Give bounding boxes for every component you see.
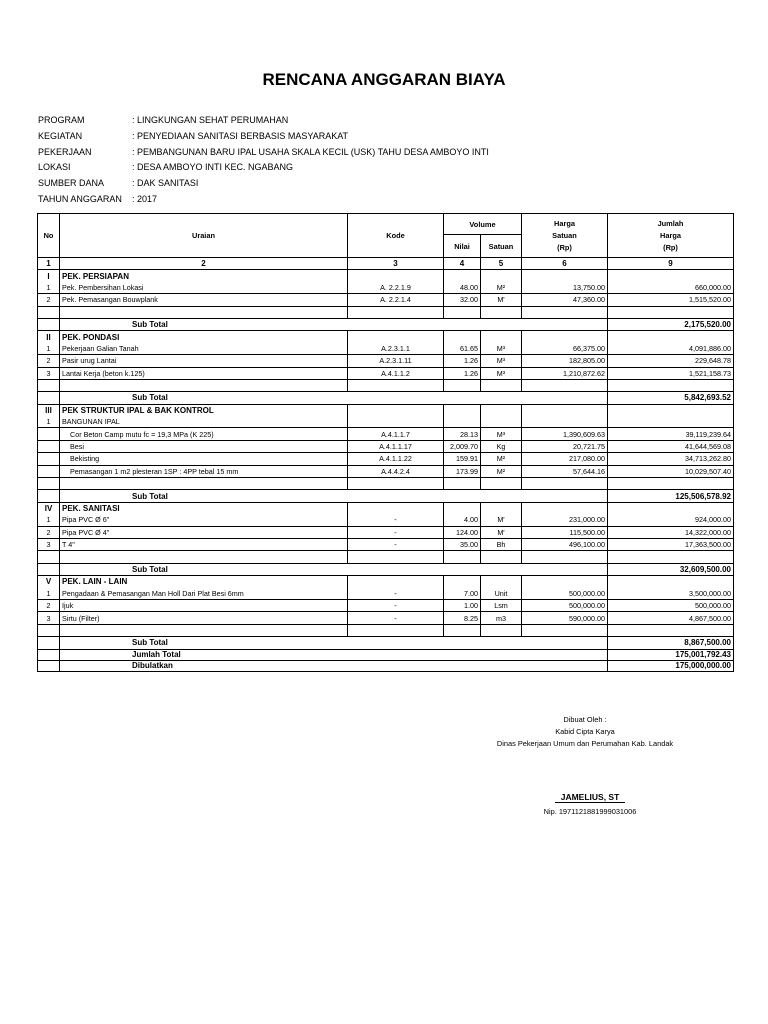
header-nilai: Nilai: [444, 235, 481, 258]
item-description: Sirtu (Filter): [60, 612, 348, 624]
empty-cell: [348, 502, 444, 514]
empty-cell: [481, 306, 522, 318]
item-unit: Lsm: [481, 599, 522, 611]
header-uraian: Uraian: [60, 214, 348, 258]
item-total-price: 1,521,158.73: [608, 367, 734, 379]
total-label: Jumlah Total: [60, 649, 608, 660]
item-total-price: 660,000.00: [608, 282, 734, 294]
empty-cell: [444, 379, 481, 391]
empty-cell: [38, 551, 60, 563]
table-row: [38, 355, 734, 367]
item-unit-price: 20,721.75: [522, 440, 608, 452]
item-volume: 2,009.70: [444, 440, 481, 452]
empty-cell: [348, 576, 444, 588]
item-unit-price: 66,375.00: [522, 343, 608, 355]
column-number: 2: [60, 258, 348, 270]
section-row: [38, 270, 734, 282]
empty-cell: [608, 576, 734, 588]
subtotal-row: [38, 490, 734, 502]
empty-cell: [522, 404, 608, 416]
header-satuan: Satuan: [481, 235, 522, 258]
spacer-row: [38, 624, 734, 636]
item-description: Cor Beton Camp mutu fc = 19,3 MPa (K 225): [60, 428, 348, 440]
table-row: [38, 588, 734, 600]
info-row: [38, 129, 489, 145]
empty-cell: [522, 331, 608, 343]
empty-cell: [608, 478, 734, 490]
item-total-price: 1,515,520.00: [608, 294, 734, 306]
item-unit-price: 182,805.00: [522, 355, 608, 367]
table-row: [38, 282, 734, 294]
item-unit: Unit: [481, 588, 522, 600]
table-row: [38, 343, 734, 355]
empty-cell: [60, 379, 348, 391]
empty-cell: [38, 637, 60, 649]
section-title: PEK STRUKTUR IPAL & BAK KONTROL: [60, 404, 348, 416]
column-number: 5: [481, 258, 522, 270]
column-number: 4: [444, 258, 481, 270]
info-value: : DESA AMBOYO INTI KEC. NGABANG: [132, 162, 294, 173]
item-total-price: 3,500,000.00: [608, 588, 734, 600]
empty-cell: [481, 331, 522, 343]
item-code: A.2.3.1.1: [348, 343, 444, 355]
empty-cell: [60, 624, 348, 636]
item-total-price: 229,648.78: [608, 355, 734, 367]
item-description: Pipa PVC Ø 4": [60, 526, 348, 538]
header-harga-line-2: Satuan: [552, 230, 577, 240]
item-volume: 1.26: [444, 367, 481, 379]
item-unit: M²: [481, 465, 522, 477]
empty-cell: [444, 331, 481, 343]
empty-cell: [348, 478, 444, 490]
table-row: [38, 453, 734, 465]
item-volume: 8.25: [444, 612, 481, 624]
item-volume: 124.00: [444, 526, 481, 538]
item-code: A.4.4.2.4: [348, 465, 444, 477]
empty-cell: [60, 478, 348, 490]
item-code: -: [348, 588, 444, 600]
item-total-price: 924,000.00: [608, 514, 734, 526]
empty-cell: [38, 318, 60, 330]
item-description: Besi: [60, 440, 348, 452]
empty-cell: [38, 478, 60, 490]
item-unit-price: 500,000.00: [522, 599, 608, 611]
table-row: [38, 367, 734, 379]
item-code: -: [348, 514, 444, 526]
project-info: [38, 113, 489, 208]
column-number: 1: [38, 258, 60, 270]
subtotal-label: Sub Total: [60, 637, 608, 649]
header-volume: Volume: [444, 214, 522, 235]
item-description: Pengadaan & Pemasangan Man Holl Dari Plat Besi 6mm: [60, 588, 348, 600]
signer-nip: Nip. 19711218819990310​06: [543, 807, 637, 816]
item-unit-price: 57,644.16: [522, 465, 608, 477]
column-number: 9: [608, 258, 734, 270]
item-code: -: [348, 612, 444, 624]
item-description: Ijuk: [60, 599, 348, 611]
item-description: Pasir urug Lantai: [60, 355, 348, 367]
subtotal-value: 2,175,520.00: [608, 318, 734, 330]
empty-cell: [481, 404, 522, 416]
item-volume: 7.00: [444, 588, 481, 600]
empty-cell: [522, 502, 608, 514]
empty-cell: [38, 392, 60, 404]
item-unit-price: 217,080.00: [522, 453, 608, 465]
info-row: [38, 176, 489, 192]
empty-cell: [38, 649, 60, 660]
signer-position: Kabid Cipta Karya: [555, 727, 615, 736]
item-description: Bekisting: [60, 453, 348, 465]
empty-cell: [522, 576, 608, 588]
item-number: 1: [38, 416, 60, 428]
item-total-price: 14,322,000.00: [608, 526, 734, 538]
section-row: [38, 331, 734, 343]
item-volume: 48.00: [444, 282, 481, 294]
info-row: [38, 145, 489, 161]
empty-cell: [608, 624, 734, 636]
section-title: PEK. PERSIAPAN: [60, 270, 348, 282]
item-description: T 4": [60, 538, 348, 550]
empty-cell: [522, 551, 608, 563]
total-row: [38, 649, 734, 660]
item-unit: M': [481, 526, 522, 538]
item-volume: 32.00: [444, 294, 481, 306]
item-unit: M': [481, 514, 522, 526]
section-number: I: [38, 270, 60, 282]
header-jumlah-line-1: Jumlah: [657, 218, 684, 228]
empty-cell: [522, 306, 608, 318]
item-number: 1: [38, 588, 60, 600]
info-value: : PENYEDIAAN SANITASI BERBASIS MASYARAKAT: [132, 130, 349, 141]
item-unit: M³: [481, 355, 522, 367]
subtotal-value: 32,609,500.00: [608, 563, 734, 575]
item-total-price: 4,091,886.00: [608, 343, 734, 355]
subtotal-label: Sub Total: [60, 318, 608, 330]
empty-cell: [444, 624, 481, 636]
info-row: [38, 160, 489, 176]
column-number-row: [38, 258, 734, 270]
spacer-row: [38, 551, 734, 563]
empty-cell: [38, 379, 60, 391]
item-volume: 159.91: [444, 453, 481, 465]
item-unit: M³: [481, 367, 522, 379]
item-code: A.4.1.1.2: [348, 367, 444, 379]
empty-cell: [608, 404, 734, 416]
spacer-row: [38, 478, 734, 490]
spacer-row: [38, 306, 734, 318]
item-number: 1: [38, 343, 60, 355]
item-unit-price: 1,390,609.63: [522, 428, 608, 440]
item-number: 2: [38, 526, 60, 538]
item-code: A. 2.2.1.9: [348, 282, 444, 294]
empty-cell: [522, 478, 608, 490]
info-row: [38, 192, 489, 208]
empty-cell: [481, 502, 522, 514]
empty-cell: [481, 270, 522, 282]
empty-cell: [481, 379, 522, 391]
signature-block: [470, 714, 700, 750]
info-value: : LINGKUNGAN SEHAT PERUMAHAN: [132, 115, 289, 125]
item-total-price: 17,363,500.00: [608, 538, 734, 550]
item-unit: M³: [481, 343, 522, 355]
subtotal-value: 5,842,693.52: [608, 392, 734, 404]
info-value: : 2017: [132, 193, 158, 204]
empty-cell: [38, 563, 60, 575]
item-description: Pekerjaan Galian Tanah: [60, 343, 348, 355]
item-unit-price: 500,000.00: [522, 588, 608, 600]
item-total-price: 4,867,500.00: [608, 612, 734, 624]
item-volume: [444, 416, 481, 428]
empty-cell: [444, 551, 481, 563]
item-number: 3: [38, 612, 60, 624]
column-number: 6: [522, 258, 608, 270]
item-code: A.4.1.1.17: [348, 440, 444, 452]
info-label: PROGRAM: [38, 115, 85, 125]
empty-cell: [608, 331, 734, 343]
item-description: Pek. Pembersihan Lokasi: [60, 282, 348, 294]
item-volume: 35.00: [444, 538, 481, 550]
section-title: PEK. LAIN - LAIN: [60, 576, 348, 588]
item-unit-price: 13,750.00: [522, 282, 608, 294]
item-number: [38, 465, 60, 477]
empty-cell: [608, 270, 734, 282]
item-number: 2: [38, 599, 60, 611]
item-code: A. 2.2.1.4: [348, 294, 444, 306]
table-row: [38, 294, 734, 306]
empty-cell: [38, 306, 60, 318]
info-label: KEGIATAN: [38, 130, 83, 141]
empty-cell: [38, 624, 60, 636]
item-description: Pipa PVC Ø 6": [60, 514, 348, 526]
table-row: [38, 538, 734, 550]
item-description: BANGUNAN IPAL: [60, 416, 348, 428]
table-row: [38, 612, 734, 624]
empty-cell: [348, 404, 444, 416]
total-value: 175,001,792.43: [608, 649, 734, 660]
item-number: 1: [38, 514, 60, 526]
section-number: II: [38, 331, 60, 343]
subtotal-row: [38, 637, 734, 649]
header-harga-satuan: [522, 214, 608, 258]
made-by-label: Dibuat Oleh :: [563, 715, 607, 724]
subtotal-row: [38, 563, 734, 575]
empty-cell: [348, 306, 444, 318]
header-no: No: [38, 214, 60, 258]
total-label: Dibulatkan: [60, 660, 608, 671]
empty-cell: [481, 624, 522, 636]
info-row: [38, 113, 489, 129]
empty-cell: [348, 551, 444, 563]
empty-cell: [608, 502, 734, 514]
empty-cell: [522, 270, 608, 282]
item-unit: M²: [481, 453, 522, 465]
table-row: [38, 440, 734, 452]
item-code: -: [348, 526, 444, 538]
info-label: TAHUN ANGGARAN: [38, 193, 122, 204]
item-number: [38, 428, 60, 440]
item-number: 3: [38, 538, 60, 550]
empty-cell: [348, 624, 444, 636]
empty-cell: [38, 490, 60, 502]
item-total-price: 10,029,507.40: [608, 465, 734, 477]
item-unit: Bh: [481, 538, 522, 550]
info-value: : DAK SANITASI: [132, 178, 199, 189]
table-row: [38, 599, 734, 611]
table-row: [38, 416, 734, 428]
item-description: Lantai Kerja (beton k.125): [60, 367, 348, 379]
item-description: Pemasangan 1 m2 plesteran 1SP : 4PP tebal 15 mm: [60, 465, 348, 477]
item-unit-price: 115,500.00: [522, 526, 608, 538]
total-row: [38, 660, 734, 671]
subtotal-value: 125,506,578.92: [608, 490, 734, 502]
item-volume: 1.00: [444, 599, 481, 611]
empty-cell: [348, 270, 444, 282]
table-row: [38, 526, 734, 538]
table-row: [38, 465, 734, 477]
item-number: [38, 453, 60, 465]
section-row: [38, 404, 734, 416]
info-label: LOKASI: [38, 162, 71, 173]
header-harga-line-1: Harga: [554, 218, 575, 228]
header-jumlah-harga: [608, 214, 734, 258]
item-volume: 28.13: [444, 428, 481, 440]
item-unit-price: 231,000.00: [522, 514, 608, 526]
document-title: RENCANA ANGGARAN BIAYA: [262, 70, 506, 89]
item-code: A.4.1.1.7: [348, 428, 444, 440]
item-volume: 61.65: [444, 343, 481, 355]
empty-cell: [444, 270, 481, 282]
item-volume: 4.00: [444, 514, 481, 526]
item-unit-price: [522, 416, 608, 428]
subtotal-value: 8,867,500.00: [608, 637, 734, 649]
item-unit: m3: [481, 612, 522, 624]
item-unit-price: 590,000.00: [522, 612, 608, 624]
item-code: -: [348, 599, 444, 611]
item-code: [348, 416, 444, 428]
subtotal-label: Sub Total: [60, 490, 608, 502]
subtotal-row: [38, 392, 734, 404]
table-row: [38, 428, 734, 440]
item-unit: M³: [481, 428, 522, 440]
item-total-price: 39,119,239.64: [608, 428, 734, 440]
empty-cell: [444, 576, 481, 588]
info-value: : PEMBANGUNAN BARU IPAL USAHA SKALA KECIL (USK) TAHU DESA AMBOYO INTI: [132, 146, 489, 157]
item-total-price: [608, 416, 734, 428]
item-unit: [481, 416, 522, 428]
empty-cell: [608, 379, 734, 391]
info-label: SUMBER DANA: [38, 178, 105, 189]
column-number: 3: [348, 258, 444, 270]
empty-cell: [481, 478, 522, 490]
item-number: 1: [38, 282, 60, 294]
item-total-price: 41,644,569.08: [608, 440, 734, 452]
empty-cell: [522, 379, 608, 391]
empty-cell: [481, 551, 522, 563]
subtotal-row: [38, 318, 734, 330]
empty-cell: [608, 551, 734, 563]
item-volume: 1.26: [444, 355, 481, 367]
empty-cell: [444, 502, 481, 514]
empty-cell: [444, 478, 481, 490]
item-unit-price: 496,100.00: [522, 538, 608, 550]
empty-cell: [608, 306, 734, 318]
item-unit-price: 47,360.00: [522, 294, 608, 306]
empty-cell: [481, 576, 522, 588]
empty-cell: [60, 306, 348, 318]
item-total-price: 500,000.00: [608, 599, 734, 611]
item-volume: 173.99: [444, 465, 481, 477]
item-total-price: 34,713,262.80: [608, 453, 734, 465]
header-harga-line-3: (Rp): [557, 242, 572, 252]
item-number: 2: [38, 294, 60, 306]
header-kode: Kode: [348, 214, 444, 258]
header-jumlah-line-3: (Rp): [663, 242, 678, 252]
signer-name: JAMELIUS, ST: [555, 792, 625, 803]
empty-cell: [522, 624, 608, 636]
item-unit: M²: [481, 282, 522, 294]
section-number: V: [38, 576, 60, 588]
item-code: -: [348, 538, 444, 550]
item-unit: M': [481, 294, 522, 306]
item-description: Pek. Pemasangan Bouwplank: [60, 294, 348, 306]
section-row: [38, 576, 734, 588]
empty-cell: [444, 306, 481, 318]
empty-cell: [444, 404, 481, 416]
budget-table: [37, 213, 734, 672]
section-number: IV: [38, 502, 60, 514]
header-jumlah-line-2: Harga: [660, 230, 681, 240]
subtotal-label: Sub Total: [60, 392, 608, 404]
empty-cell: [60, 551, 348, 563]
empty-cell: [348, 331, 444, 343]
item-unit: Kg: [481, 440, 522, 452]
table-row: [38, 514, 734, 526]
section-row: [38, 502, 734, 514]
item-number: 2: [38, 355, 60, 367]
empty-cell: [348, 379, 444, 391]
signer-office: Dinas Pekerjaan Umum dan Perumahan Kab. Landak: [496, 739, 674, 748]
spacer-row: [38, 379, 734, 391]
item-number: 3: [38, 367, 60, 379]
total-value: 175,000,000.00: [608, 660, 734, 671]
section-number: III: [38, 404, 60, 416]
item-number: [38, 440, 60, 452]
empty-cell: [38, 660, 60, 671]
info-label: PEKERJAAN: [38, 146, 92, 157]
subtotal-label: Sub Total: [60, 563, 608, 575]
section-title: PEK. PONDASI: [60, 331, 348, 343]
item-unit-price: 1,210,872.62: [522, 367, 608, 379]
item-code: A.4.1.1.22: [348, 453, 444, 465]
section-title: PEK. SANITASI: [60, 502, 348, 514]
item-code: A.2.3.1.11: [348, 355, 444, 367]
